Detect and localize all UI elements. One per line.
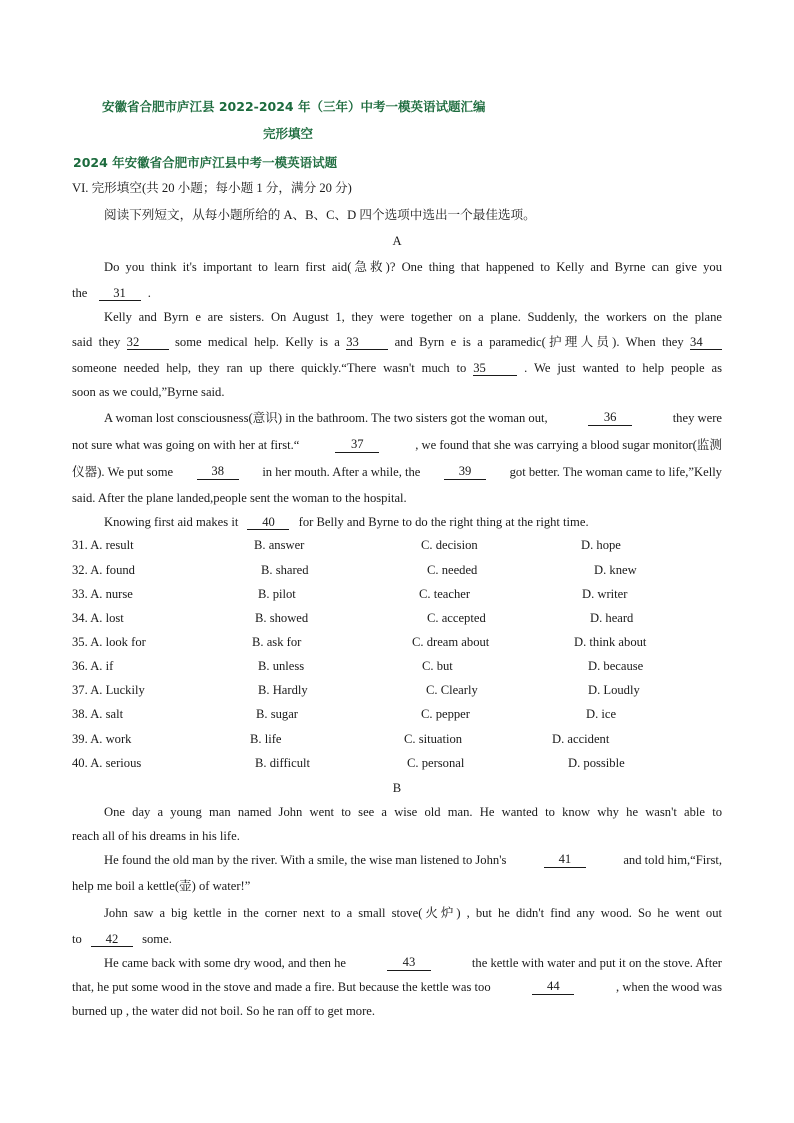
option-b: B. answer <box>254 538 305 552</box>
text-segment: in her mouth. After a while, the <box>262 465 421 479</box>
passage-b-label: B <box>392 781 402 795</box>
passage-a-line <box>72 334 722 350</box>
text-segment: and Byrn e is a paramedic(护理人员). When they <box>394 335 684 349</box>
option-a: 36. A. if <box>72 659 114 673</box>
option-row <box>72 538 722 554</box>
text-segment: the kettle with water and put it on the stove. After <box>471 956 722 970</box>
option-a: 31. A. result <box>72 538 134 552</box>
option-d: D. Loudly <box>588 683 640 697</box>
passage-a-line <box>72 360 722 376</box>
option-a: 35. A. look for <box>72 635 146 649</box>
option-b: B. shared <box>261 563 309 577</box>
option-c: C. dream about <box>412 635 490 649</box>
option-a: 32. A. found <box>72 563 135 577</box>
option-d: D. knew <box>594 563 637 577</box>
option-a: 33. A. nurse <box>72 587 133 601</box>
passage-b-line <box>104 955 722 971</box>
option-b: B. Hardly <box>258 683 308 697</box>
text-segment: for Belly and Byrne to do the right thing at the right time. <box>298 515 589 529</box>
text-segment: that, he put some wood in the stove and made a fire. But because the kettle was too <box>72 980 491 994</box>
option-b: B. unless <box>258 659 305 673</box>
section-title: 2024 年安徽省合肥市庐江县中考一模英语试题 <box>73 155 338 170</box>
option-a: 40. A. serious <box>72 756 142 770</box>
option-row <box>72 659 722 675</box>
passage-b-line: One day a young man named John went to see a wise old man. He wanted to know why he wasn't able to <box>104 805 722 819</box>
text-segment: got better. The woman came to life,”Kelly <box>509 465 722 479</box>
blank-40: 40 <box>247 515 289 530</box>
option-d: D. possible <box>568 756 625 770</box>
text-segment: and told him,“First, <box>623 853 722 867</box>
option-b: B. difficult <box>255 756 311 770</box>
text-segment: , we found that she was carrying a blood sugar monitor(监测 <box>415 438 722 452</box>
passage-b-line <box>72 931 172 947</box>
part-heading: VI. 完形填空(共 20 小题；每小题 1 分，满分 20 分) <box>72 181 352 195</box>
text-segment: , when the wood was <box>616 980 722 994</box>
option-d: D. writer <box>582 587 628 601</box>
blank-41: 41 <box>544 852 586 868</box>
blank-34: 34 <box>690 335 722 350</box>
option-c: C. accepted <box>427 611 486 625</box>
blank-38: 38 <box>197 464 239 480</box>
option-b: B. pilot <box>258 587 296 601</box>
text-segment: . <box>147 286 151 300</box>
option-d: D. accident <box>552 732 610 746</box>
passage-b-line <box>104 852 722 868</box>
option-d: D. because <box>588 659 644 673</box>
blank-31: 31 <box>99 286 141 301</box>
blank-42: 42 <box>91 932 133 947</box>
option-row <box>72 587 722 603</box>
document-title: 安徽省合肥市庐江县 2022-2024 年（三年）中考一模英语试题汇编 <box>102 99 486 114</box>
option-row <box>72 707 722 723</box>
option-c: C. needed <box>427 563 478 577</box>
option-a: 39. A. work <box>72 732 132 746</box>
text-segment: A woman lost consciousness(意识) in the bathroom. The two sisters got the woman out, <box>104 411 548 425</box>
option-b: B. life <box>250 732 282 746</box>
text-segment: some medical help. Kelly is a <box>175 335 340 349</box>
text-segment: said they <box>72 335 121 349</box>
text-segment: they were <box>672 411 722 425</box>
passage-a-line: Kelly and Byrn e are sisters. On August 1, they were together on a plane. Suddenly, the workers on the plane <box>104 310 722 324</box>
part-instruction: 阅读下列短文，从每小题所给的 A、B、C、D 四个选项中选出一个最佳选项。 <box>104 208 536 222</box>
option-row <box>72 756 722 772</box>
blank-33: 33 <box>346 335 388 350</box>
text-segment: Knowing first aid makes it <box>104 515 239 529</box>
option-b: B. ask for <box>252 635 302 649</box>
option-row <box>72 732 722 748</box>
text-segment: 仪器). We put some <box>72 465 174 479</box>
option-b: B. sugar <box>256 707 298 721</box>
passage-a-line <box>104 410 722 426</box>
option-row <box>72 563 722 579</box>
passage-b-line: burned up , the water did not boil. So he ran off to get more. <box>72 1004 376 1018</box>
option-c: C. situation <box>404 732 463 746</box>
passage-a-label: A <box>392 234 402 248</box>
option-b: B. showed <box>255 611 309 625</box>
blank-39: 39 <box>444 464 486 480</box>
text-segment: not sure what was going on with her at first.“ <box>72 438 300 452</box>
blank-32: 32 <box>127 335 169 350</box>
passage-a-line: soon as we could,”Byrne said. <box>72 385 225 399</box>
option-d: D. think about <box>574 635 647 649</box>
text-segment: . We just wanted to help people as <box>524 361 722 375</box>
passage-a-line <box>72 464 722 480</box>
option-d: D. ice <box>586 707 617 721</box>
blank-35: 35 <box>473 361 517 376</box>
passage-a-line <box>72 437 722 453</box>
text-segment: some. <box>142 932 172 946</box>
option-c: C. but <box>422 659 453 673</box>
passage-b-line <box>72 979 722 995</box>
option-c: C. Clearly <box>426 683 478 697</box>
option-d: D. hope <box>581 538 621 552</box>
option-row <box>72 683 722 699</box>
passage-b-line: reach all of his dreams in his life. <box>72 829 240 843</box>
option-a: 34. A. lost <box>72 611 124 625</box>
passage-a-line: Do you think it's important to learn first aid(急救)? One thing that happened to Kelly and Byrne can give you <box>104 260 722 274</box>
text-segment: He came back with some dry wood, and then he <box>104 956 347 970</box>
text-segment: to <box>72 932 82 946</box>
blank-36: 36 <box>588 410 632 426</box>
blank-44: 44 <box>532 979 574 995</box>
option-d: D. heard <box>590 611 634 625</box>
option-c: C. decision <box>421 538 478 552</box>
option-row <box>72 611 722 627</box>
text-segment: someone needed help, they ran up there quickly.“There wasn't much to <box>72 361 467 375</box>
passage-b-line: help me boil a kettle(壶) of water!” <box>72 879 251 893</box>
text-segment: the <box>72 286 88 300</box>
option-c: C. pepper <box>421 707 470 721</box>
passage-a-line: said. After the plane landed,people sent the woman to the hospital. <box>72 491 407 505</box>
blank-37: 37 <box>335 437 379 453</box>
option-a: 38. A. salt <box>72 707 124 721</box>
option-c: C. personal <box>407 756 465 770</box>
text-segment: He found the old man by the river. With a smile, the wise man listened to John's <box>104 853 507 867</box>
option-row <box>72 635 722 651</box>
option-a: 37. A. Luckily <box>72 683 145 697</box>
option-c: C. teacher <box>419 587 471 601</box>
document-subtitle: 完形填空 <box>263 126 314 141</box>
passage-a-line <box>72 285 151 301</box>
blank-43: 43 <box>387 955 431 971</box>
passage-a-line <box>104 514 589 530</box>
passage-b-line: John saw a big kettle in the corner next to a small stove(火炉) , but he didn't find any wood. So he went out <box>104 906 722 920</box>
